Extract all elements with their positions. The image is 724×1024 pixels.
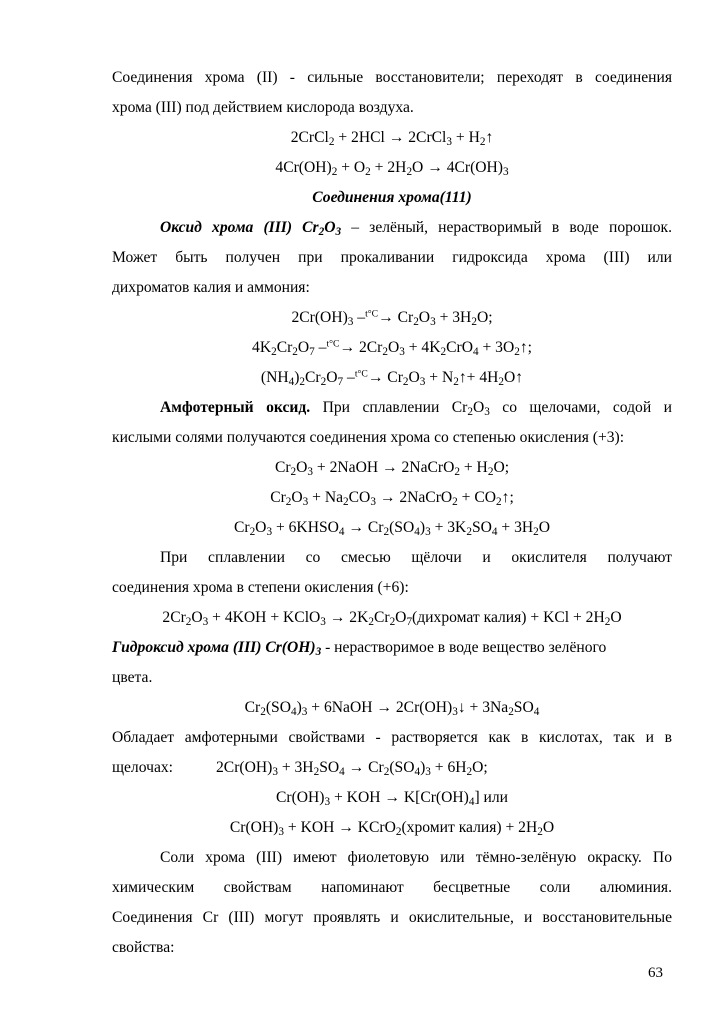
equation: $Cr_2O_3$ + $6KHSO_4 \to Cr_2(SO_4)_3 + 3K_2SO_4 + 3H_2O$ (233, 519, 551, 538)
paragraph-line: Оксид хрома (III) $Cr_2O_3$ – зелёный, нерастворимый в воде порошок. (160, 219, 672, 238)
term-oxide: Оксид хрома (III) $Cr_2O_3$ (160, 219, 342, 238)
term-amphoteric: Амфотерный оксид. (160, 399, 311, 416)
equation: 2CrCl$_2$ + 2HCl → 2CrCl$_3$ + $H_2↑$ (290, 129, 494, 148)
equation: $2Cr(OH)_3$ $-^{t^\circ C}\to Cr_2O_3 + 3H_2O$; (291, 308, 493, 328)
equation: $2Cr_2O_3 + 4KOH$ + KClO$_3$ → $2K_2Cr_2O_7(дихромат$ калия) + KCl + $2H_2O$ (162, 609, 622, 628)
paragraph-line: щелочах: $2Cr(OH)_3 + 3H_2SO_4 \to Cr_2(SO_4)_3 + 6H_2O$; (112, 759, 488, 778)
paragraph-line: Соединения хрома (II) - сильные восстановители; переходят в соединения (112, 69, 672, 86)
paragraph-line: При сплавлении со смесью щёлочи и окислителя получают (160, 549, 672, 566)
paragraph-line: Обладает амфотерными свойствами - растворяется как в кислотах, так и в (112, 729, 672, 746)
paragraph-line: кислыми солями получаются соединения хрома со степенью окисления (+3): (112, 429, 625, 446)
paragraph-line: Соли хрома (III) имеют фиолетовую или тёмно-зелёную окраску. По (160, 849, 672, 866)
section-heading: Соединения хрома(111) (312, 189, 472, 206)
equation: $4Cr(OH)_2 + O_2 + 2H_2O \to 4Cr(OH)_3$ (275, 159, 509, 178)
equation: $Cr(OH)_3$ + KOH → KCrO$_2$(хромит калия) + $2H_2O$ (229, 819, 555, 838)
equation: $Cr_2(SO_4)_3$ + 6NaOH → $2Cr(OH)_3↓ + 3Na_2SO_4$ (244, 699, 540, 718)
paragraph-line: хрома (III) под действием кислорода воздуха. (112, 99, 414, 116)
equation: $4K_2Cr_2O_7$ $-^{t^\circ C}\to 2Cr_2O_3 + 4K_2CrO_4$ + $3O_2↑$; (252, 338, 532, 358)
paragraph-line: химическим свойствам напоминают бесцветные соли алюминия. (112, 879, 672, 896)
equation: $Cr_2O_3$ + 2NaOH → 2NaCrO$_2$ + $H_2O$; (274, 459, 510, 478)
paragraph-line: Гидроксид хрома (III) $Cr(OH)_3$ - нерастворимое в воде вещество зелёного (112, 639, 607, 658)
paragraph-line: соединения хрома в степени окисления (+6): (112, 579, 409, 596)
paragraph-line: Амфотерный оксид. При сплавлении $Cr_2O_3$ со щелочами, содой и (160, 399, 672, 418)
paragraph-line: дихроматов калия и аммония: (112, 279, 310, 296)
term-hydroxide: Гидроксид хрома (III) $Cr(OH)_3$ (112, 639, 322, 658)
equation: $Cr(OH)_3$ + KOH → $K[Cr(OH)_4]$ или (275, 789, 509, 808)
paragraph-line: Может быть получен при прокаливании гидроксида хрома (III) или (112, 249, 672, 266)
equation: $(NH_4)_2Cr_2O_7$ $-^{t^\circ C}\to Cr_2O_3$ + $N_2↑+$ $4H_2O↑$ (260, 368, 524, 388)
paragraph-line: свойства: (112, 939, 175, 956)
equation: $Cr_2O_3 + Na_2CO_3$ → 2NaCrO$_2$ + $CO_2↑$; (270, 489, 514, 508)
paragraph-line: цвета. (112, 669, 153, 686)
page-number: 63 (648, 965, 663, 981)
paragraph-line: Соединения Cr (III) могут проявлять и окислительные, и восстановительные (112, 909, 672, 926)
